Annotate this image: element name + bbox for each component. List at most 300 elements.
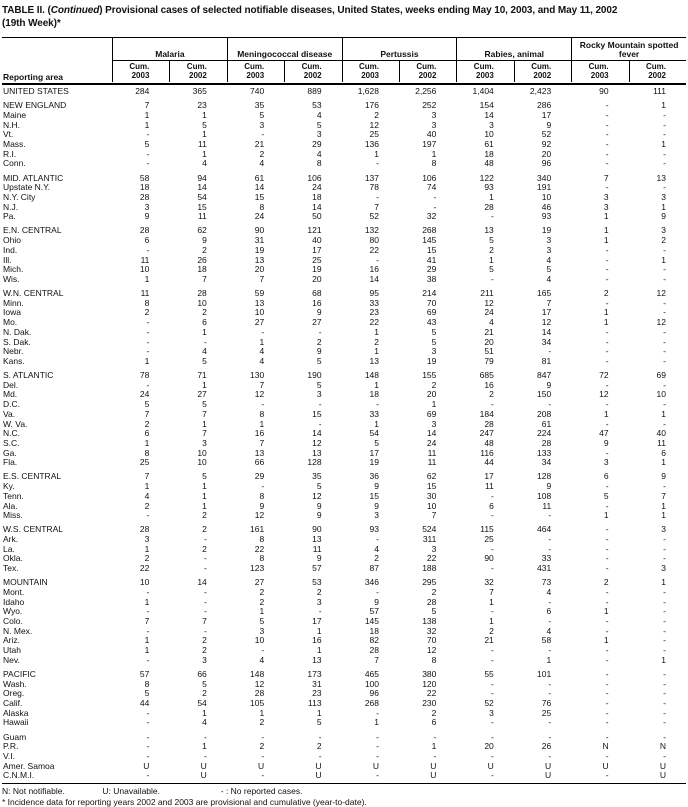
cell-value: 48	[484, 437, 494, 448]
row-label: Wash.	[3, 678, 27, 689]
cell-value: U	[430, 770, 437, 781]
cell-value: 28	[139, 191, 150, 202]
cell-value: 48	[484, 158, 494, 169]
cell-value: 44	[484, 457, 494, 468]
cell-value: -	[605, 563, 609, 574]
cell-value: 1	[489, 596, 494, 607]
cell-value: 82	[369, 635, 379, 646]
cell-value: -	[605, 158, 609, 169]
cell-value: 2	[202, 510, 207, 521]
cell-value: 5	[489, 235, 494, 246]
cell-value: 128	[307, 457, 322, 468]
table-row	[2, 381, 686, 391]
cell-value: 14	[312, 428, 322, 439]
cell-value: 132	[364, 225, 379, 236]
cell-value: 7	[202, 428, 207, 439]
cell-value: 13	[369, 355, 379, 366]
cell-value: 13	[254, 297, 265, 308]
cell-value: -	[663, 273, 666, 284]
cell-value: 7	[661, 490, 666, 501]
cell-value: -	[605, 751, 609, 761]
row-label: Upstate N.Y.	[3, 182, 51, 193]
cell-value: 191	[537, 182, 552, 193]
cell-value: -	[146, 606, 150, 617]
cell-value: 9	[661, 471, 666, 482]
row-label: Mont.	[3, 587, 25, 597]
cell-value: 1	[661, 100, 666, 111]
cell-value: 43	[426, 317, 437, 328]
cell-value: 20	[312, 273, 322, 284]
cell-value: 165	[537, 288, 552, 299]
cell-value: 23	[312, 688, 322, 699]
cell-value: -	[663, 109, 666, 120]
cell-value: 1	[202, 500, 207, 511]
cell-value: 3	[661, 191, 666, 202]
cell-value: -	[203, 336, 207, 347]
cell-value: -	[376, 191, 379, 202]
cell-value: 13	[312, 534, 322, 545]
cell-value: 20	[484, 741, 494, 752]
cell-value: -	[605, 129, 609, 140]
cell-value: 1	[603, 225, 609, 236]
cell-value: 36	[369, 471, 379, 482]
table-row	[2, 429, 686, 439]
table-row	[2, 347, 686, 357]
cell-value: 122	[479, 172, 494, 183]
cell-value: 5	[316, 379, 322, 390]
cell-value: 9	[316, 553, 322, 564]
cell-value: 13	[254, 254, 265, 265]
cell-value: 20	[484, 336, 494, 347]
cell-value: -	[203, 606, 207, 617]
table-row	[2, 203, 686, 213]
cell-value: 13	[312, 654, 322, 665]
cell-value: U	[487, 760, 494, 771]
cell-value: 1	[489, 616, 494, 627]
cell-value: 5	[144, 138, 150, 149]
cum-column-header	[399, 61, 456, 82]
cell-value: -	[663, 717, 666, 728]
cell-value: 22	[426, 553, 437, 564]
cell-value: 9	[259, 500, 265, 511]
table-row	[2, 101, 686, 111]
cell-value: 93	[369, 524, 379, 535]
cell-value: 19	[426, 355, 437, 366]
row-label: Oreg.	[3, 688, 25, 699]
cell-value: 53	[312, 577, 322, 588]
table-row	[2, 212, 686, 222]
cell-value: 1	[431, 399, 437, 410]
row-label: Guam	[3, 731, 27, 742]
cell-value: 17	[541, 109, 552, 120]
table-row	[2, 357, 686, 367]
table-row	[2, 420, 686, 430]
cell-value: 2	[489, 625, 494, 636]
cell-value: 365	[192, 86, 207, 96]
cell-value: U	[659, 760, 666, 771]
cell-value: 96	[369, 688, 379, 699]
cell-value: -	[605, 182, 609, 193]
cell-value: 2	[144, 500, 150, 511]
cell-value: 10	[254, 635, 265, 646]
table-row	[2, 656, 686, 666]
table-row	[2, 680, 686, 690]
table-row	[2, 627, 686, 637]
cell-value: 24	[254, 211, 265, 222]
cell-value: 15	[197, 201, 207, 212]
cell-value: -	[605, 717, 609, 728]
cell-value: 28	[139, 524, 150, 535]
cell-value: 1	[259, 336, 265, 347]
cell-value: -	[490, 717, 494, 728]
cell-value: 2	[259, 741, 265, 752]
cell-value: 69	[656, 370, 666, 381]
cell-value: -	[663, 698, 666, 709]
cell-value: 3	[316, 389, 322, 400]
cell-value: N	[659, 741, 666, 752]
cell-value: -	[203, 553, 207, 564]
column-group-header	[571, 38, 686, 61]
row-label: Fla.	[3, 457, 18, 468]
cell-value: 465	[364, 669, 379, 679]
row-label: N. Dak.	[3, 326, 32, 337]
cell-value: 9	[316, 307, 322, 318]
cell-value: 46	[541, 201, 552, 212]
cell-value: -	[605, 138, 609, 149]
cell-value: 12	[599, 389, 609, 400]
column-group-header	[227, 38, 342, 61]
row-label: Ill.	[3, 254, 12, 265]
cell-value: 188	[422, 563, 437, 574]
cell-value: 25	[484, 534, 494, 545]
cell-value: 138	[422, 616, 437, 627]
cell-value: -	[605, 297, 609, 308]
cell-value: -	[663, 678, 666, 689]
cell-value: -	[605, 399, 609, 410]
cell-value: 108	[537, 490, 552, 501]
cell-value: 8	[316, 158, 322, 169]
cell-value: 10	[484, 129, 494, 140]
row-label: Ohio	[3, 235, 21, 246]
cell-value: -	[146, 625, 150, 636]
cell-value: -	[605, 625, 609, 636]
cell-value: 2	[202, 688, 207, 699]
cell-value: 1	[259, 707, 265, 718]
cell-value: 17	[312, 244, 322, 255]
cum-label: Cum.	[531, 62, 552, 71]
cell-value: 4	[546, 254, 552, 265]
cell-value: 1	[202, 490, 207, 501]
cell-value: 1	[259, 418, 265, 429]
cell-value: 11	[484, 481, 494, 492]
cell-value: 10	[197, 457, 207, 468]
cell-value: 13	[656, 172, 666, 183]
cell-value: -	[433, 201, 437, 212]
cell-value: -	[146, 731, 150, 742]
cell-value: 3	[489, 707, 494, 718]
cell-value: 1	[603, 510, 609, 521]
cell-value: -	[203, 625, 207, 636]
table-row	[2, 439, 686, 449]
table-row	[2, 525, 686, 535]
cell-value: 1	[431, 148, 437, 159]
row-label: N.J.	[3, 201, 19, 212]
cell-value: 5	[431, 326, 437, 337]
cell-value: 6	[144, 235, 150, 246]
cell-value: 154	[479, 100, 494, 111]
cell-value: 22	[426, 688, 437, 699]
table-row	[2, 752, 686, 762]
cell-value: -	[548, 751, 552, 761]
cell-value: -	[490, 543, 494, 554]
cell-value: -	[663, 625, 666, 636]
cell-value: 1	[144, 437, 150, 448]
cell-value: 19	[369, 457, 379, 468]
cell-value: -	[605, 616, 609, 627]
cell-value: U	[315, 770, 322, 781]
cell-value: 61	[254, 172, 265, 183]
cell-value: 28	[426, 596, 437, 607]
cell-value: 4	[144, 490, 150, 501]
cell-value: 3	[316, 129, 322, 140]
cell-value: 16	[369, 264, 379, 275]
row-label: W.N. CENTRAL	[3, 288, 64, 299]
cell-value: -	[663, 418, 666, 429]
cell-value: 464	[537, 524, 552, 535]
cell-value: 35	[312, 471, 322, 482]
cell-value: 4	[489, 317, 494, 328]
cell-value: 22	[369, 244, 379, 255]
cell-value: 130	[250, 370, 265, 381]
table-row	[2, 265, 686, 275]
cell-value: 1	[202, 379, 207, 390]
cell-value: 1	[144, 109, 150, 120]
cell-value: 12	[484, 297, 494, 308]
cell-value: 11	[542, 500, 552, 511]
row-label: Nebr.	[3, 346, 24, 357]
cell-value: 15	[254, 191, 265, 202]
cell-value: 3	[202, 437, 207, 448]
cell-value: -	[490, 688, 494, 699]
row-label: N.H.	[3, 119, 20, 130]
cell-value: 4	[374, 543, 379, 554]
row-label: Wis.	[3, 273, 20, 284]
cell-value: 1	[202, 707, 207, 718]
cell-value: 8	[259, 553, 265, 564]
cell-value: 14	[369, 273, 379, 284]
cell-value: 18	[312, 191, 322, 202]
cell-value: 24	[484, 307, 494, 318]
cell-value: -	[548, 510, 552, 521]
cell-value: 21	[254, 138, 265, 149]
cell-value: 16	[312, 297, 322, 308]
cell-value: 145	[422, 235, 437, 246]
cell-value: 2	[316, 587, 322, 597]
cell-value: 32	[484, 577, 494, 588]
cell-value: 8	[259, 408, 265, 419]
cell-value: 116	[480, 447, 494, 458]
table-row	[2, 318, 686, 328]
cell-value: 106	[307, 172, 322, 183]
cell-value: 62	[197, 225, 207, 236]
cell-value: 8	[144, 678, 150, 689]
cell-value: -	[605, 244, 609, 255]
cell-value: 10	[139, 264, 150, 275]
cell-value: 3	[431, 543, 437, 554]
cell-value: 7	[259, 379, 265, 390]
cell-value: -	[376, 254, 379, 265]
cell-value: 16	[254, 428, 265, 439]
cell-value: 28	[139, 225, 150, 236]
cell-value: -	[146, 158, 150, 169]
cum-label: Cum.	[416, 62, 437, 71]
cell-value: 7	[202, 273, 207, 284]
cell-value: 29	[254, 471, 265, 482]
cell-value: 150	[537, 389, 552, 400]
cell-value: 1	[603, 307, 609, 318]
cell-value: -	[490, 273, 494, 284]
cell-value: 76	[541, 698, 552, 709]
cum-column-header	[112, 61, 169, 82]
table-body	[2, 85, 686, 784]
row-label: N.C.	[3, 428, 20, 439]
cell-value: 1	[144, 273, 150, 284]
table-row	[2, 535, 686, 545]
cell-value: -	[146, 317, 150, 328]
cell-value: 136	[364, 138, 379, 149]
cell-value: 208	[537, 408, 552, 419]
cell-value: 1	[374, 326, 379, 337]
cell-value: 12	[656, 317, 666, 328]
row-label: Conn.	[3, 158, 26, 169]
cell-value: -	[203, 751, 207, 761]
cell-value: -	[605, 524, 609, 535]
cell-value: 25	[312, 254, 322, 265]
cell-value: 2	[374, 336, 379, 347]
column-group-label: Malaria	[155, 49, 185, 59]
cell-value: 121	[307, 225, 322, 236]
cell-value: 33	[369, 408, 379, 419]
cell-value: 1	[316, 625, 322, 636]
cell-value: -	[663, 355, 666, 366]
cell-value: 2	[316, 336, 322, 347]
cell-value: 2,256	[415, 86, 437, 96]
cell-value: 58	[139, 172, 150, 183]
cell-value: 6	[603, 471, 609, 482]
cell-value: 20	[254, 264, 265, 275]
table-row	[2, 275, 686, 285]
cum-label: Cum.	[244, 62, 265, 71]
cell-value: 61	[484, 138, 494, 149]
cell-value: -	[318, 418, 322, 429]
cell-value: 7	[603, 172, 609, 183]
cell-value: -	[376, 587, 379, 597]
cell-value: 5	[144, 399, 150, 410]
cell-value: -	[146, 379, 150, 390]
cell-value: 11	[140, 254, 150, 265]
cell-value: 81	[541, 355, 552, 366]
row-label: S. Dak.	[3, 336, 31, 347]
cell-value: 3	[316, 596, 322, 607]
cell-value: 5	[202, 119, 207, 130]
year-label: 2003	[361, 70, 379, 80]
cell-value: 80	[369, 235, 379, 246]
cell-value: 2	[259, 587, 265, 597]
cell-value: 4	[316, 148, 322, 159]
cell-value: 2	[202, 645, 207, 656]
year-label: 2002	[648, 70, 666, 80]
cell-value: 3	[603, 191, 609, 202]
cell-value: 1	[144, 645, 150, 656]
cell-value: 4	[259, 355, 265, 366]
cell-value: 8	[431, 654, 437, 665]
cell-value: 2	[374, 109, 379, 120]
cell-value: 2	[489, 389, 494, 400]
cell-value: 12	[312, 490, 322, 501]
cell-value: 2	[431, 379, 437, 390]
cell-value: -	[663, 751, 666, 761]
cell-value: -	[318, 606, 322, 617]
column-group-header	[342, 38, 457, 61]
cell-value: 2	[259, 596, 265, 607]
cell-value: -	[605, 770, 609, 781]
cell-value: 4	[259, 346, 265, 357]
cell-value: 66	[197, 669, 207, 679]
cell-value: 53	[312, 100, 322, 111]
cell-value: 22	[254, 543, 265, 554]
cell-value: 1	[603, 317, 609, 328]
cell-value: 18	[484, 148, 494, 159]
cell-value: 11	[312, 543, 322, 554]
cell-value: 11	[140, 288, 150, 299]
cell-value: -	[663, 596, 666, 607]
cell-value: -	[146, 346, 150, 357]
row-label: Md.	[3, 389, 18, 400]
cell-value: 2	[202, 524, 207, 535]
cell-value: 252	[422, 100, 437, 111]
row-label: Hawaii	[3, 717, 29, 728]
cell-value: -	[490, 490, 494, 501]
title-part1: TABLE II. (	[2, 5, 51, 16]
cell-value: 15	[426, 244, 437, 255]
cell-value: 9	[374, 481, 379, 492]
cell-value: 2	[144, 553, 150, 564]
cell-value: 90	[599, 86, 609, 96]
row-label: D.C.	[3, 399, 20, 410]
cell-value: 3	[431, 418, 437, 429]
cell-value: 78	[139, 370, 150, 381]
table-row	[2, 174, 686, 184]
cell-value: 3	[259, 119, 265, 130]
cell-value: 5	[546, 264, 552, 275]
cell-value: -	[605, 596, 609, 607]
cell-value: -	[605, 355, 609, 366]
cell-value: -	[433, 751, 437, 761]
cell-value: 6	[489, 500, 494, 511]
cell-value: -	[663, 336, 666, 347]
cell-value: 2	[202, 307, 207, 318]
cell-value: 5	[202, 399, 207, 410]
cell-value: 111	[653, 86, 666, 96]
cell-value: 2	[144, 307, 150, 318]
table-row	[2, 150, 686, 160]
cell-value: 40	[656, 428, 666, 439]
cell-value: 10	[656, 389, 666, 400]
cell-value: 8	[259, 201, 265, 212]
cell-value: -	[146, 741, 150, 752]
cell-value: 12	[369, 119, 379, 130]
cell-value: 5	[316, 481, 322, 492]
